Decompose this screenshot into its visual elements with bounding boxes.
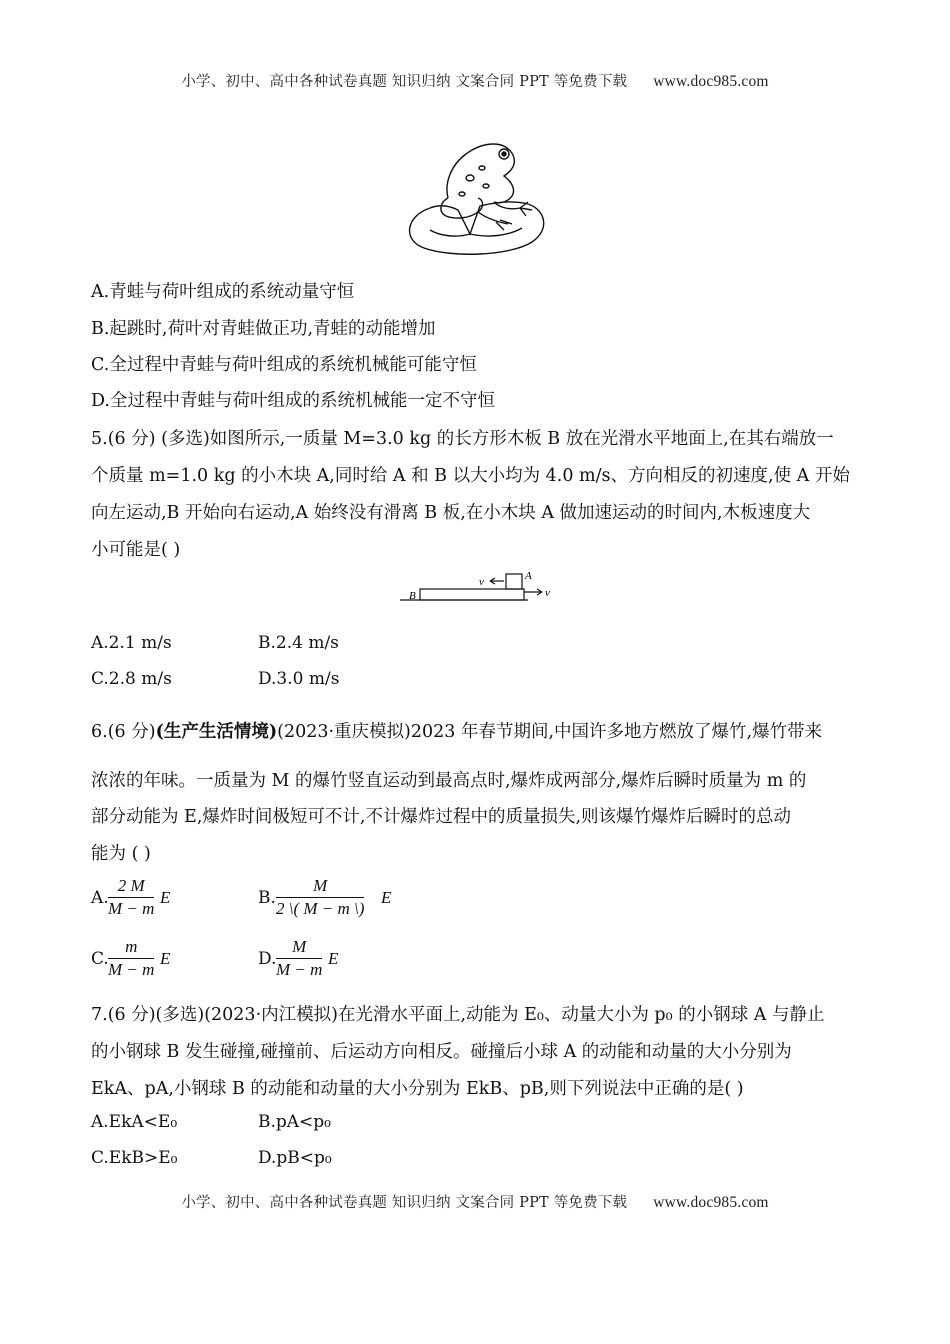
q5-line-1: 5.(6 分) (多选)如图所示,一质量 M=3.0 kg 的长方形木板 B 放在光滑水平地面上,在其右端放一 bbox=[91, 429, 834, 449]
q6-option-d-label: D. bbox=[258, 949, 277, 969]
q4-option-b: B.起跳时,荷叶对青蛙做正功,青蛙的动能增加 bbox=[91, 319, 436, 339]
q7-line-2: 的小钢球 B 发生碰撞,碰撞前、后运动方向相反。碰撞后小球 A 的动能和动量的大小分别为 bbox=[91, 1042, 792, 1062]
fraction-denominator: M − m bbox=[108, 899, 155, 918]
fraction-numerator: 2 M bbox=[108, 876, 154, 898]
fraction-numerator: M bbox=[276, 937, 322, 959]
header-url[interactable]: www.doc985.com bbox=[653, 73, 769, 90]
q7-option-c: C.EkB>E₀ bbox=[91, 1148, 178, 1168]
q6-line-3: 部分动能为 E,爆炸时间极短可不计,不计爆炸过程中的质量损失,则该爆竹爆炸后瞬时的总动 bbox=[91, 807, 792, 827]
fraction-numerator: M bbox=[276, 876, 364, 898]
q6-option-c-tail: E bbox=[160, 949, 171, 968]
q6-line-4: 能为 ( ) bbox=[91, 844, 151, 864]
fraction-denominator: M − m bbox=[276, 960, 323, 979]
label-v-right: v bbox=[545, 587, 550, 599]
q6-option-a-label: A. bbox=[91, 888, 109, 908]
label-v-left: v bbox=[479, 576, 484, 588]
q6-option-a-fraction bbox=[108, 876, 154, 919]
q6-option-d-fraction bbox=[276, 937, 322, 980]
q6-line-2: 浓浓的年味。一质量为 M 的爆竹竖直运动到最高点时,爆炸成两部分,爆炸后瞬时质量为 m 的 bbox=[91, 771, 807, 791]
label-b: B bbox=[409, 590, 416, 602]
page-footer bbox=[0, 1191, 950, 1212]
fraction-denominator: 2 \( M − m \) bbox=[276, 899, 365, 918]
q7-line-3: EkA、pA,小钢球 B 的动能和动量的大小分别为 EkB、pB,则下列说法中正确的是( ) bbox=[91, 1079, 744, 1099]
q6-option-b-fraction bbox=[276, 876, 364, 919]
footer-url[interactable]: www.doc985.com bbox=[653, 1194, 769, 1211]
q6-context-tag: (生产生活情境) bbox=[155, 722, 278, 742]
page-header bbox=[0, 70, 950, 91]
q6-option-c-fraction bbox=[108, 937, 154, 980]
label-a: A bbox=[525, 570, 532, 582]
lilypad-outline bbox=[410, 204, 544, 254]
header-text: 小学、初中、高中各种试卷真题 知识归纳 文案合同 PPT 等免费下载 bbox=[181, 74, 628, 90]
q5-line-4: 小可能是( ) bbox=[91, 540, 181, 560]
q4-option-c: C.全过程中青蛙与荷叶组成的系统机械能可能守恒 bbox=[91, 355, 477, 375]
board-b bbox=[420, 589, 524, 600]
q5-option-b: B.2.4 m/s bbox=[258, 633, 339, 653]
q4-option-a: A.青蛙与荷叶组成的系统动量守恒 bbox=[91, 282, 355, 302]
q7-option-b: B.pA<p₀ bbox=[258, 1112, 331, 1132]
fraction-denominator: M − m bbox=[108, 960, 155, 979]
q6-prefix: 6.(6 分) bbox=[91, 722, 156, 742]
q6-option-b-tail: E bbox=[381, 888, 392, 907]
frog-lilypad-figure bbox=[400, 138, 552, 256]
q6-option-c-label: C. bbox=[91, 949, 109, 969]
q7-option-d: D.pB<p₀ bbox=[258, 1148, 332, 1168]
q5-line-3: 向左运动,B 开始向右运动,A 始终没有滑离 B 板,在小木块 A 做加速运动的时间内,木板速度大 bbox=[91, 503, 811, 523]
q6-line-1 bbox=[91, 718, 822, 743]
q5-line-2: 个质量 m=1.0 kg 的小木块 A,同时给 A 和 B 以大小均为 4.0 m/s、方向相反的初速度,使 A 开始 bbox=[91, 466, 850, 486]
q7-option-a: A.EkA<E₀ bbox=[91, 1112, 178, 1132]
footer-text: 小学、初中、高中各种试卷真题 知识归纳 文案合同 PPT 等免费下载 bbox=[181, 1195, 628, 1211]
q5-option-a: A.2.1 m/s bbox=[91, 633, 172, 653]
board-block-figure bbox=[400, 566, 570, 608]
q6-line-1-rest: (2023·重庆模拟)2023 年春节期间,中国许多地方燃放了爆竹,爆竹带来 bbox=[277, 722, 823, 742]
q6-option-b-label: B. bbox=[258, 888, 276, 908]
q6-option-a-tail: E bbox=[160, 888, 171, 907]
q5-option-d: D.3.0 m/s bbox=[258, 669, 340, 689]
fraction-numerator: m bbox=[108, 937, 154, 959]
q7-line-1: 7.(6 分)(多选)(2023·内江模拟)在光滑水平面上,动能为 E₀、动量大小为 p₀ 的小钢球 A 与静止 bbox=[91, 1005, 825, 1025]
q6-option-d-tail: E bbox=[328, 949, 339, 968]
q5-option-c: C.2.8 m/s bbox=[91, 669, 172, 689]
block-a bbox=[506, 574, 522, 589]
q4-option-d: D.全过程中青蛙与荷叶组成的系统机械能一定不守恒 bbox=[91, 391, 495, 411]
